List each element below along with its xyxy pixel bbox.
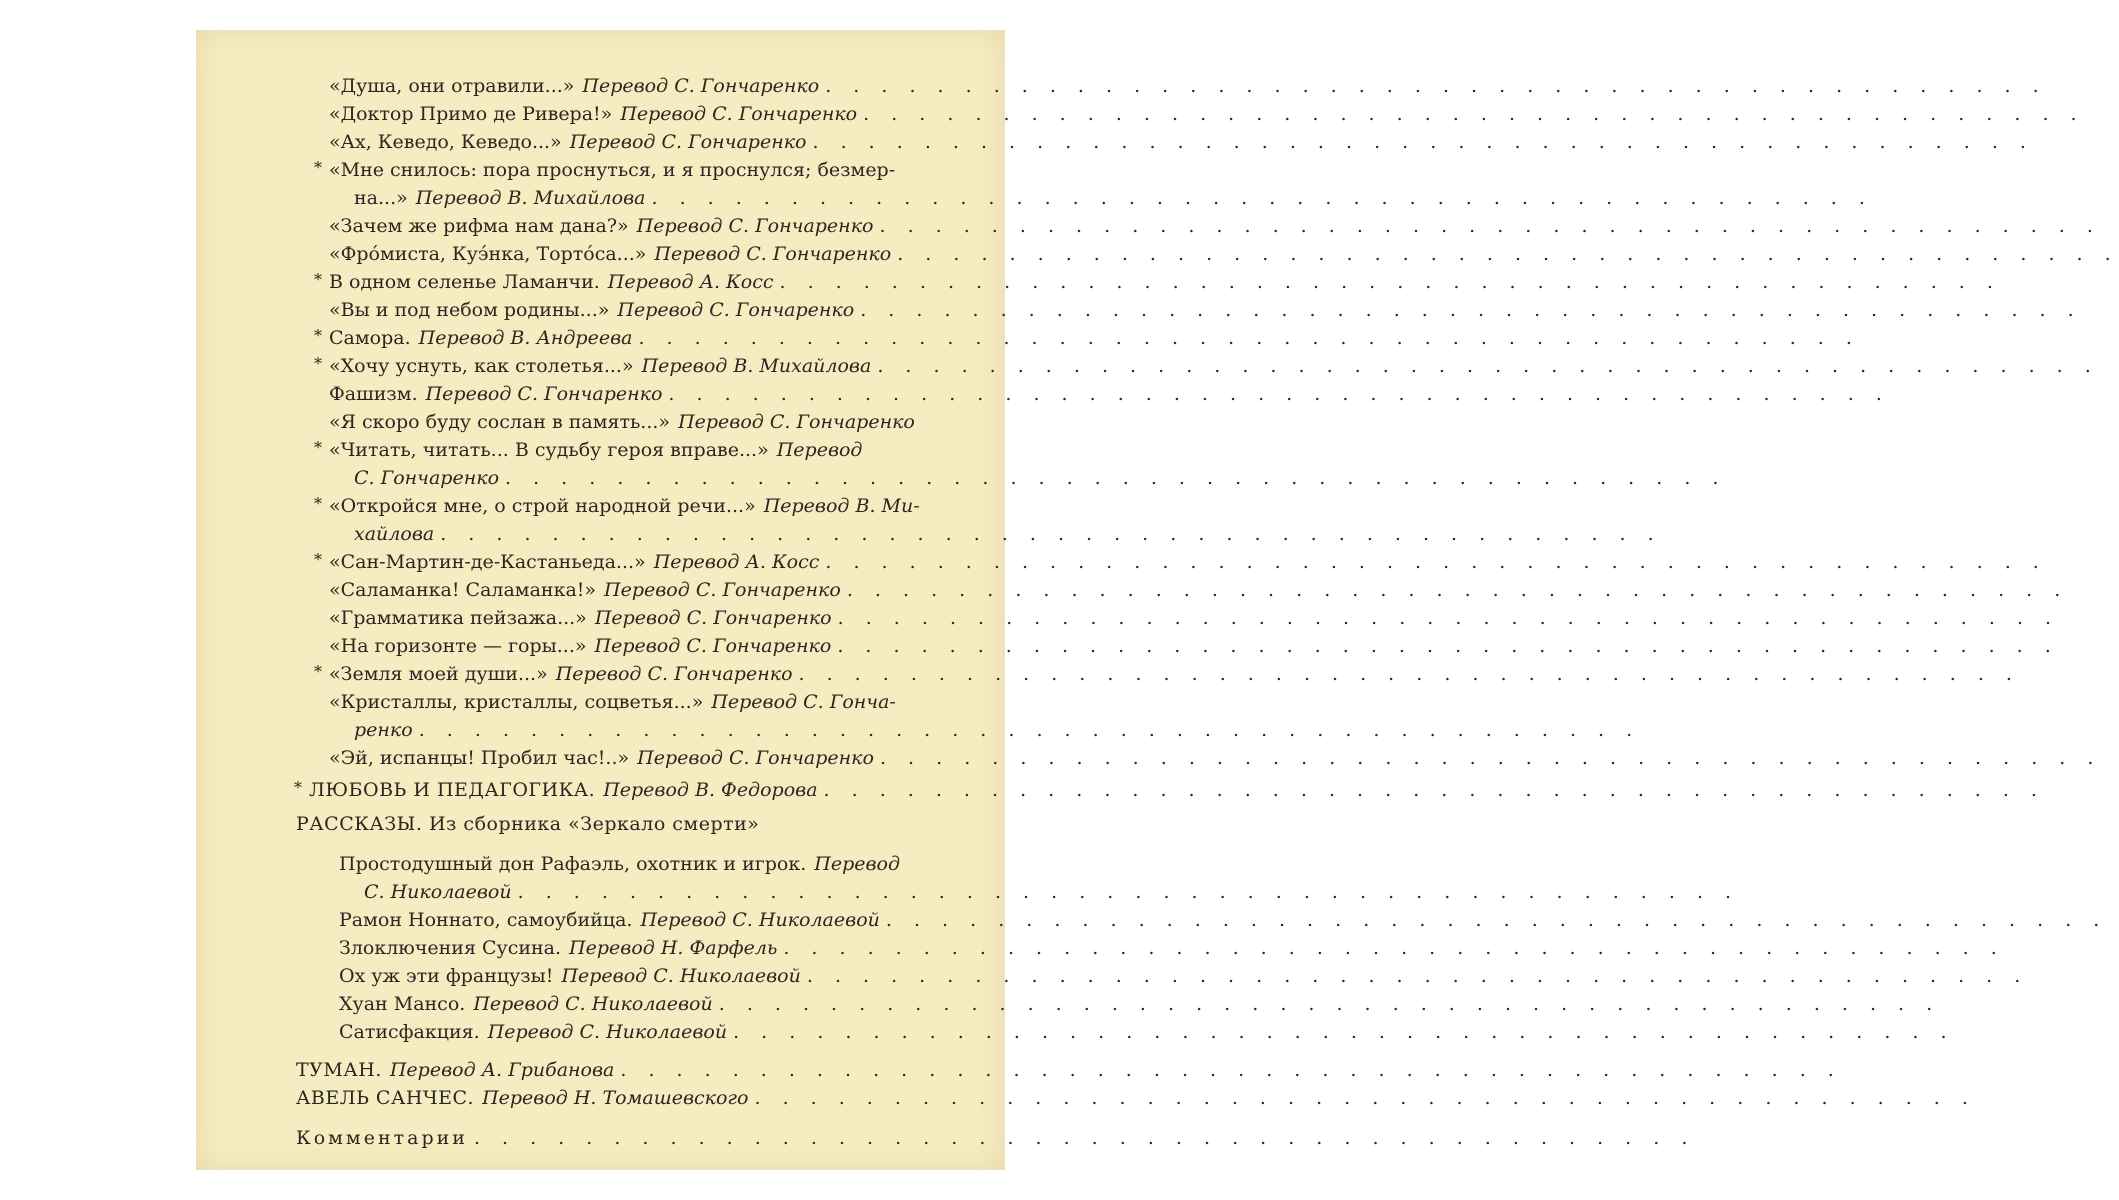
dot-leader: . . . . . . . . . . . . . . . . . . . . . . . . . . . . . . . . . . . . . . . . . . . . xyxy=(823,779,2045,801)
entry-title: «Земля моей души...» xyxy=(329,663,548,685)
entry-translator: Перевод С. Гончаренко xyxy=(582,75,820,97)
entry-translator: Перевод В. Федорова xyxy=(603,779,818,801)
toc-entry xyxy=(296,1054,1842,1082)
entry-title: Сатисфакция. xyxy=(339,1021,480,1043)
entry-title: АВЕЛЬ САНЧЕС. xyxy=(296,1087,475,1109)
entry-title: «Фрóмиста, Куэ́нка, Тортóса...» xyxy=(329,243,647,265)
toc-entry xyxy=(329,238,2119,266)
entry-title: «Я скоро буду сослан в память...» xyxy=(329,411,671,433)
entry-title: Комментарии xyxy=(296,1127,468,1149)
entry-title: «Грамматика пейзажа...» xyxy=(329,607,587,629)
entry-title: «На горизонте — горы...» xyxy=(329,635,587,657)
dot-leader: . . . . . . . . . . . . . . . . . . . . . . . . . . . . . . . . . . . . . . . . . . . . xyxy=(825,75,2047,97)
entry-title: РАССКАЗЫ. Из сборника «Зеркало смерти» xyxy=(296,813,760,835)
section-heading xyxy=(296,808,986,836)
toc-entry xyxy=(296,1122,1696,1150)
entry-title: «Откройся мне, о строй народной речи...» xyxy=(329,495,756,517)
dot-leader: . . . . . . . . . . . . . . . . . . . . . . . . . . . . . . . . . . . . . . . . . . . . xyxy=(718,993,1941,1015)
entry-translator: Перевод В. Михайлова xyxy=(415,187,646,209)
toc-entry-continuation xyxy=(354,518,1662,546)
entry-translator: Перевод С. Николаевой xyxy=(561,965,801,987)
entry-title: «Эй, испанцы! Пробил час!..» xyxy=(329,747,630,769)
entry-title: Фашизм. xyxy=(329,383,418,405)
entry-title: «Читать, читать... В судьбу героя вправе...» xyxy=(329,439,769,461)
toc-entry xyxy=(329,546,2047,574)
dot-leader: . . . . . . . . . . . . . . . . . . . . . . . . . . . . . . . . . . . . . . . . . . . . xyxy=(798,663,2020,685)
entry-translator: С. Гончаренко xyxy=(354,467,500,489)
dot-leader: . . . . . . . . . . . . . . . . . . . . . . . . . . . . . . . . . . . . . . . . . . . . xyxy=(638,327,1860,349)
dot-leader: . . . . . . . . . . . . . . . . . . . . . . . . . . . . . . . . . . . . . . . . . . . . xyxy=(517,881,1740,903)
entry-translator: Перевод С. Гонча- xyxy=(711,691,896,713)
dot-leader: . . . . . . . . . . . . . . . . . . . . . . . . . . . . . . . . . . . . . . . . . . . . xyxy=(505,467,1727,489)
toc-entry xyxy=(329,686,986,714)
entry-translator: Перевод Н. Фарфель xyxy=(569,937,778,959)
entry-translator: Перевод В. Ми- xyxy=(763,495,920,517)
toc-entry xyxy=(329,406,986,434)
toc-entry xyxy=(339,932,2005,960)
dot-leader: . . . . . . . . . . . . . . . . . . . . . . . . . . . . . . . . . . . . . . . . . . . . xyxy=(668,383,1890,405)
entry-translator: Перевод xyxy=(776,439,863,461)
dot-leader: . . . . . . . . . . . . . . . . . . . . . . . . . . . . . . . . . . . . . . . . . . . . xyxy=(733,1021,1955,1043)
toc-entry-continuation xyxy=(354,182,1873,210)
toc-entry xyxy=(339,848,986,876)
dot-leader: . . . . . . . . . . . . . . . . . . . . . . . . . . . . . . . . . . . . . . . . . . . . xyxy=(837,607,2060,629)
dot-leader: . . . . . . . . . . . . . . . . . . . . . . . . . . . . . . . . . . . . . . . . . . . . xyxy=(418,719,1641,741)
toc-entry xyxy=(329,658,2020,686)
toc-entry xyxy=(339,988,1941,1016)
entry-title: Злоключения Сусина. xyxy=(339,937,562,959)
entry-translator: Перевод С. Николаевой xyxy=(473,993,713,1015)
toc-entry xyxy=(329,266,2001,294)
entry-title: ЛЮБОВЬ И ПЕДАГОГИКА. xyxy=(309,779,596,801)
entry-title: «Душа, они отравили...» xyxy=(329,75,575,97)
entry-title: на...» xyxy=(354,187,408,209)
toc-entry xyxy=(329,434,986,462)
entry-translator: Перевод С. Гончаренко xyxy=(604,579,841,601)
entry-title: Хуан Мансо. xyxy=(339,993,466,1015)
entry-translator: Перевод В. Андреева xyxy=(418,327,633,349)
dot-leader: . . . . . . . . . . . . . . . . . . . . . . . . . . . . . . . . . . . . . . . . . . . . xyxy=(863,103,2085,125)
entry-title: «Ах, Кеведо, Кеведо...» xyxy=(329,131,562,153)
entry-translator: Перевод Н. Томашевского xyxy=(482,1087,749,1109)
dot-leader: . . . . . . . . . . . . . . . . . . . . . . . . . . . . . . . . . . . . . . . . . . . . xyxy=(879,215,2101,237)
entry-translator: Перевод С. Гончаренко xyxy=(594,635,832,657)
new-translation-star: * xyxy=(314,494,322,513)
entry-translator: Перевод С. Гончаренко xyxy=(654,243,892,265)
entry-title: Самора. xyxy=(329,327,411,349)
entry-title: ТУМАН. xyxy=(296,1059,382,1081)
entry-title: Рамон Ноннато, самоубийца. xyxy=(339,909,633,931)
toc-entry xyxy=(329,602,2060,630)
toc-entry xyxy=(329,742,2102,770)
new-translation-star: * xyxy=(314,354,322,373)
toc-entry-continuation xyxy=(364,876,1740,904)
new-translation-star: * xyxy=(314,662,322,681)
toc-entry xyxy=(329,294,2082,322)
entry-translator: Перевод А. Косс xyxy=(607,271,774,293)
toc-entry xyxy=(329,70,2047,98)
entry-title: «Хочу уснуть, как столетья...» xyxy=(329,355,634,377)
toc-entry xyxy=(329,630,2059,658)
entry-translator: Перевод С. Николаевой xyxy=(640,909,880,931)
entry-translator: Перевод С. Гончаренко xyxy=(620,103,858,125)
toc-entry-continuation xyxy=(354,462,1727,490)
entry-title: В одном селенье Ламанчи. xyxy=(329,271,600,293)
dot-leader: . . . . . . . . . . . . . . . . . . . . . . . . . . . . . . . . . . . . . . . . . . . . xyxy=(825,551,2047,573)
entry-translator: С. Николаевой xyxy=(364,881,512,903)
book-page xyxy=(196,30,2119,1170)
entry-translator: Перевод С. Николаевой xyxy=(487,1021,728,1043)
new-translation-star: * xyxy=(314,158,322,177)
toc-entry xyxy=(339,1016,1955,1044)
new-translation-star: * xyxy=(314,550,322,569)
entry-translator: Перевод В. Михайлова xyxy=(641,355,872,377)
toc-entry xyxy=(296,1082,1976,1110)
new-translation-star: * xyxy=(314,326,322,345)
dot-leader: . . . . . . . . . . . . . . . . . . . . . . . . . . . . . . . . . . . . . . . . . . . . xyxy=(846,579,2069,601)
dot-leader: . . . . . . . . . . . . . . . . . . . . . . . . . . . . . . . . . . . . . . . . . . . . xyxy=(779,271,2001,293)
dot-leader: . . . . . . . . . . . . . . . . . . . . . . . . . . . . . . . . . . . . . . . . . . . . xyxy=(879,747,2102,769)
entry-title: «Кристаллы, кристаллы, соцветья...» xyxy=(329,691,704,713)
entry-translator: ренко xyxy=(354,719,413,741)
entry-translator: хайлова xyxy=(354,523,435,545)
toc-entry xyxy=(329,126,2034,154)
entry-translator: Перевод С. Гончаренко xyxy=(617,299,855,321)
new-translation-star: * xyxy=(294,778,302,797)
dot-leader: . . . . . . . . . . . . . . . . . . . . . . . . . . . . . . . . . . . . . . . . . . . . xyxy=(783,937,2005,959)
dot-leader: . . . . . . . . . . . . . . . . . . . . . . . . . . . . . . . . . . . . . . . . . . . . xyxy=(473,1127,1696,1149)
entry-title: «Зачем же рифма нам дана?» xyxy=(329,215,629,237)
entry-title: «Сан-Мартин-де-Кастаньеда...» xyxy=(329,551,646,573)
table-of-contents xyxy=(196,30,2119,1170)
entry-title: «Мне снилось: пора проснуться, и я проснулся; безмер- xyxy=(329,159,896,181)
dot-leader: . . . . . . . . . . . . . . . . . . . . . . . . . . . . . . . . . . . . . . . . . . . . xyxy=(877,355,2099,377)
new-translation-star: * xyxy=(314,438,322,457)
toc-entry-continuation xyxy=(354,714,1641,742)
entry-translator: Перевод xyxy=(814,853,901,875)
entry-title: Простодушный дон Рафаэль, охотник и игрок. xyxy=(339,853,807,875)
toc-entry xyxy=(329,490,986,518)
toc-entry xyxy=(329,322,1860,350)
entry-title: «Саламанка! Саламанка!» xyxy=(329,579,597,601)
entry-translator: Перевод А. Косс xyxy=(653,551,820,573)
entry-translator: Перевод С. Гончаренко xyxy=(425,383,663,405)
entry-translator: Перевод С. Гончаренко xyxy=(569,131,807,153)
entry-translator: Перевод С. Гончаренко xyxy=(637,747,874,769)
entry-translator: Перевод С. Гончаренко xyxy=(594,607,832,629)
toc-entry xyxy=(329,210,2101,238)
dot-leader: . . . . . . . . . . . . . . . . . . . . . . . . . . . . . . . . . . . . . . . . . . . . xyxy=(837,635,2059,657)
dot-leader: . . . . . . . . . . . . . . . . . . . . . . . . . . . . . . . . . . . . . . . . . . . . xyxy=(440,523,1662,545)
dot-leader: . . . . . . . . . . . . . . . . . . . . . . . . . . . . . . . . . . . . . . . . . . . . xyxy=(812,131,2034,153)
toc-entry xyxy=(339,904,2108,932)
entry-title: Ох уж эти французы! xyxy=(339,965,554,987)
dot-leader: . . . . . . . . . . . . . . . . . . . . . . . . . . . . . . . . . . . . . . . . . . . . xyxy=(620,1059,1842,1081)
entry-translator: Перевод С. Гончаренко xyxy=(636,215,874,237)
entry-translator: Перевод С. Гончаренко xyxy=(555,663,793,685)
entry-title: «Доктор Примо де Ривера!» xyxy=(329,103,613,125)
toc-entry xyxy=(329,98,2085,126)
entry-translator: Перевод А. Грибанова xyxy=(389,1059,615,1081)
toc-entry xyxy=(309,774,2045,802)
toc-entry xyxy=(329,574,2069,602)
entry-translator: Перевод С. Гончаренко xyxy=(678,411,915,433)
toc-entry xyxy=(339,960,2029,988)
toc-entry xyxy=(329,350,2099,378)
dot-leader: . . . . . . . . . . . . . . . . . . . . . . . . . . . . . . . . . . . . . . . . . . . . xyxy=(885,909,2108,931)
dot-leader: . . . . . . . . . . . . . . . . . . . . . . . . . . . . . . . . . . . . . . . . . . . . xyxy=(806,965,2029,987)
toc-entry xyxy=(329,378,1890,406)
dot-leader: . . . . . . . . . . . . . . . . . . . . . . . . . . . . . . . . . . . . . . . . . . . . xyxy=(897,243,2119,265)
toc-entry xyxy=(329,154,986,182)
new-translation-star: * xyxy=(314,270,322,289)
dot-leader: . . . . . . . . . . . . . . . . . . . . . . . . . . . . . . . . . . . . . . . . . . . . xyxy=(754,1087,1976,1109)
entry-title: «Вы и под небом родины...» xyxy=(329,299,610,321)
dot-leader: . . . . . . . . . . . . . . . . . . . . . . . . . . . . . . . . . . . . . . . . . . . . xyxy=(651,187,1873,209)
dot-leader: . . . . . . . . . . . . . . . . . . . . . . . . . . . . . . . . . . . . . . . . . . . . xyxy=(860,299,2082,321)
